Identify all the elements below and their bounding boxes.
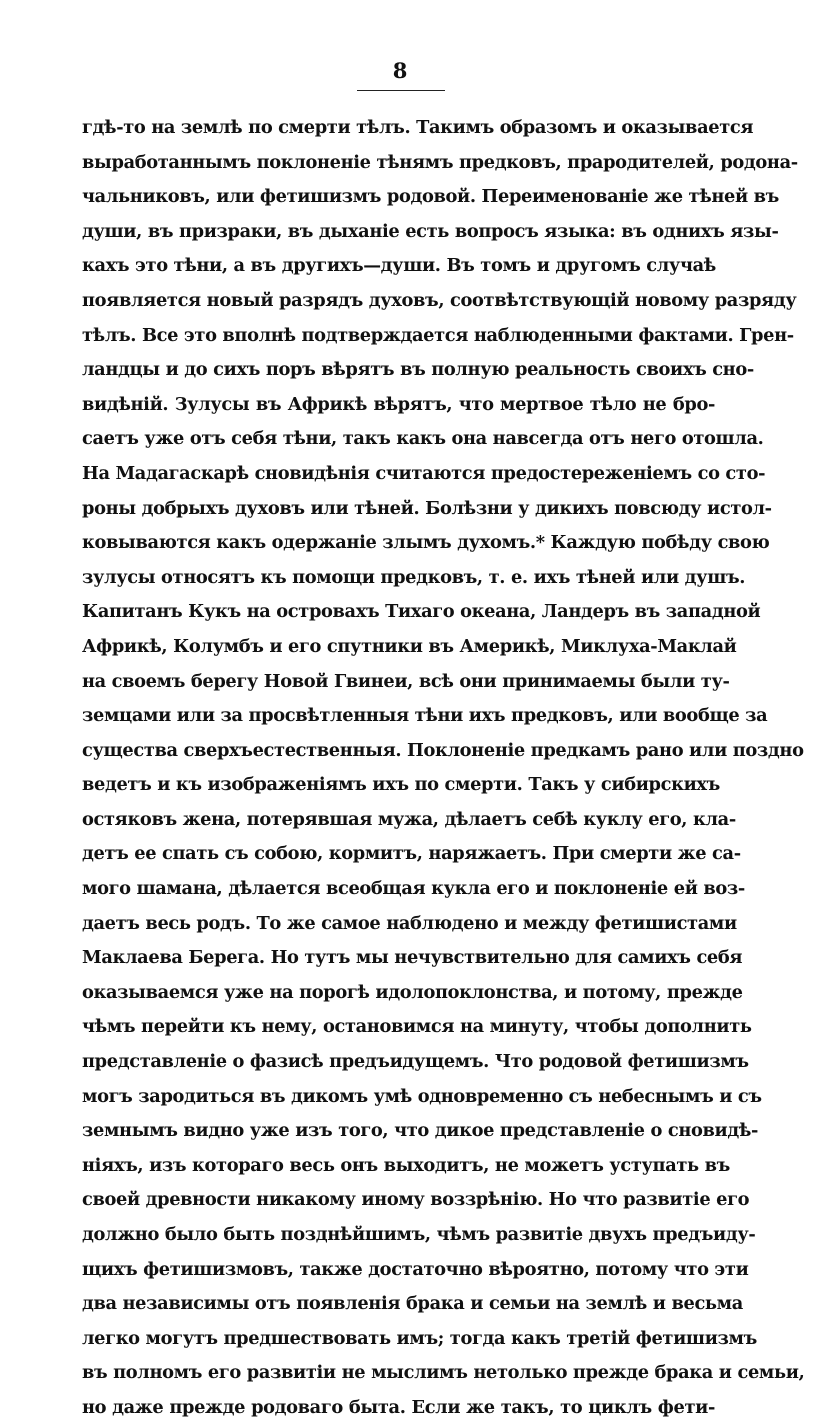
text-line: два независимы отъ появленія брака и семьи на землѣ и весьма	[82, 1293, 743, 1315]
text-line: даетъ весь родъ. То же самое наблюдено и между фетишистами	[82, 912, 737, 934]
text-line: своей древности никакому иному воззрѣнію. Но что развитіе его	[82, 1189, 750, 1211]
text-line: остяковъ жена, потерявшая мужа, дѣлаетъ себѣ куклу его, кла-	[82, 808, 736, 830]
text-line: кахъ это тѣни, а въ другихъ—души. Въ томъ и другомъ случаѣ	[82, 255, 716, 277]
text-line: души, въ призраки, въ дыханіе есть вопросъ языка: въ однихъ язы-	[82, 220, 779, 242]
text-line: но даже прежде родоваго быта. Если же такъ, то циклъ фети-	[82, 1396, 715, 1418]
page-number-rule	[357, 90, 445, 91]
text-line: существа сверхъестественныя. Поклоненіе предкамъ рано или поздно	[82, 739, 804, 761]
text-line: гдѣ-то на землѣ по смерти тѣлъ. Такимъ образомъ и оказывается	[82, 117, 754, 138]
text-line: земнымъ видно уже изъ того, что дикое представленіе о сновидѣ-	[82, 1120, 759, 1142]
text-line: земцами или за просвѣтленныя тѣни ихъ предковъ, или вообще за	[82, 705, 768, 727]
text-line: на своемъ берегу Новой Гвинеи, всѣ они принимаемы были ту-	[82, 670, 730, 692]
text-line: выработаннымъ поклоненіе тѣнямъ предковъ, прародителей, родона-	[82, 151, 798, 173]
text-line: детъ ее спать съ собою, кормитъ, наряжаетъ. При смерти же са-	[82, 843, 741, 865]
text-line: чѣмъ перейти къ нему, остановимся на минуту, чтобы дополнить	[82, 1016, 752, 1038]
text-line: ковываются какъ одержаніе злымъ духомъ.* Каждую побѣду свою	[82, 532, 770, 554]
text-line: ландцы и до сихъ поръ вѣрятъ въ полную реальность своихъ сно-	[82, 359, 754, 381]
text-line: должно было быть позднѣйшимъ, чѣмъ развитіе двухъ предъиду-	[82, 1224, 756, 1245]
text-line: представленіе о фазисѣ предъидущемъ. Что родовой фетишизмъ	[82, 1051, 749, 1073]
text-line: видѣній. Зулусы въ Африкѣ вѣрятъ, что мертвое тѣло не бро-	[82, 393, 715, 415]
text-line: могъ зародиться въ дикомъ умѣ одновременно съ небеснымъ и съ	[82, 1085, 762, 1107]
text-line: въ полномъ его развитіи не мыслимъ нетолько прежде брака и семьи,	[82, 1362, 805, 1384]
text-line: щихъ фетишизмовъ, также достаточно вѣроятно, потому что эти	[82, 1258, 749, 1280]
text-line: На Мадагаскарѣ сновидѣнія считаются предостереженіемъ со сто-	[82, 462, 766, 484]
text-line: появляется новый разрядъ духовъ, соотвѣтствующій новому разряду	[82, 289, 797, 311]
text-line: мого шамана, дѣлается всеобщая кукла его и поклоненіе ей воз-	[82, 878, 745, 900]
text-line: ведетъ и къ изображеніямъ ихъ по смерти. Такъ у сибирскихъ	[82, 774, 720, 796]
text-line: Капитанъ Кукъ на островахъ Тихаго океана, Ландеръ въ западной	[82, 601, 761, 623]
text-line: зулусы относятъ къ помощи предковъ, т. е. ихъ тѣней или душъ.	[82, 566, 746, 588]
text-line: легко могутъ предшествовать имъ; тогда какъ третій фетишизмъ	[82, 1327, 757, 1349]
body-text	[82, 111, 805, 1426]
text-line: оказываемся уже на порогѣ идолопоклонства, и потому, прежде	[82, 981, 743, 1003]
text-line: тѣлъ. Все это вполнѣ подтверждается наблюденными фактами. Грен-	[82, 324, 794, 346]
text-line: Африкѣ, Колумбъ и его спутники въ Америкѣ, Миклуха-Маклай	[82, 635, 737, 657]
text-line: саетъ уже отъ себя тѣни, такъ какъ она навсегда отъ него отошла.	[82, 428, 764, 450]
page-number: 8	[392, 58, 408, 83]
text-line: Маклаева Берега. Но тутъ мы нечувствительно для самихъ себя	[82, 947, 743, 969]
text-line: роны добрыхъ духовъ или тѣней. Болѣзни у дикихъ повсюду истол-	[82, 497, 772, 519]
text-line: ніяхъ, изъ котораго весь онъ выходитъ, не можетъ уступать въ	[82, 1154, 730, 1176]
text-line: чальниковъ, или фетишизмъ родовой. Переименованіе же тѣней въ	[82, 186, 779, 208]
